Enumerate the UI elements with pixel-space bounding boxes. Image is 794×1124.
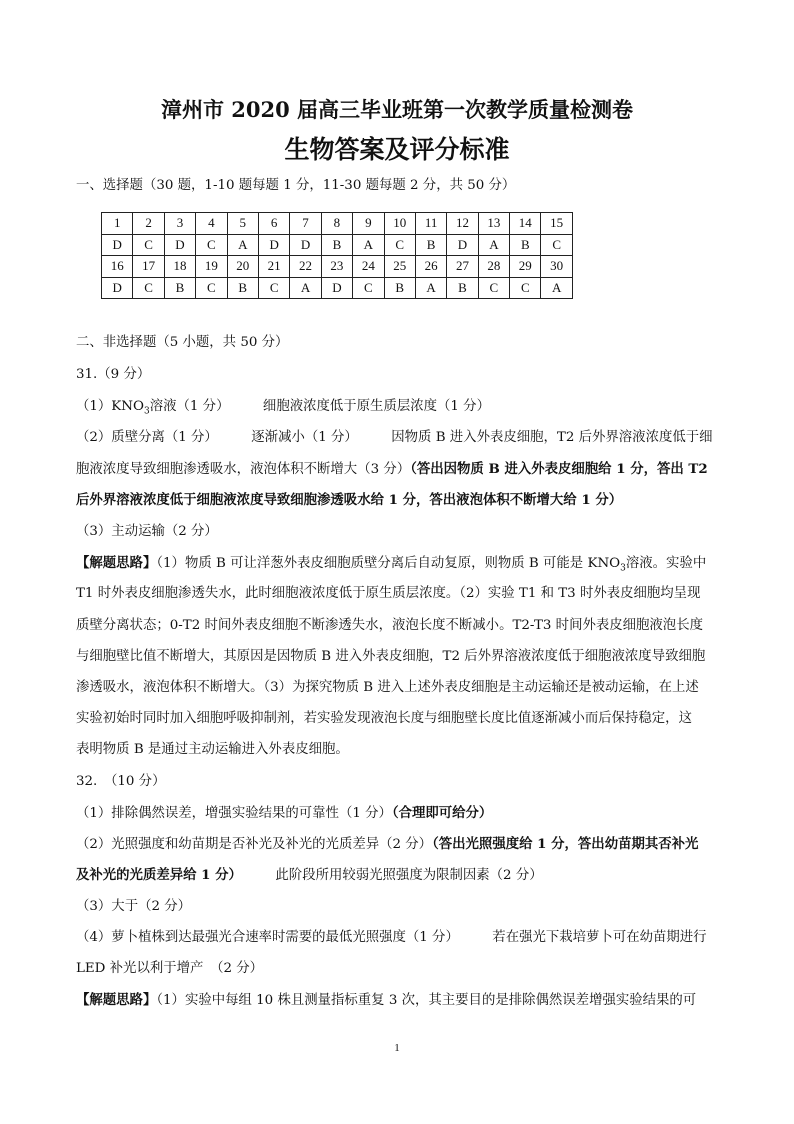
table-cell: 11 <box>415 213 446 235</box>
q31-think-sub: 3 <box>620 563 626 574</box>
q32-a2-text: （2）光照强度和幼苗期是否补光及补光的光质差异（2 分） <box>76 837 433 852</box>
table-cell: 23 <box>321 256 352 278</box>
table-cell: C <box>196 277 227 299</box>
table-cell: 21 <box>258 256 289 278</box>
table-cell: D <box>102 234 133 256</box>
table-cell: A <box>478 234 509 256</box>
table-cell: 12 <box>447 213 478 235</box>
table-cell: C <box>133 234 164 256</box>
table-cell: C <box>478 277 509 299</box>
table-cell: 17 <box>133 256 164 278</box>
q31-a2-text: 胞液浓度导致细胞渗透吸水，液泡体积不断增大（3 分） <box>76 462 411 477</box>
table-cell: 8 <box>321 213 352 235</box>
q32-think-line-1 <box>76 990 726 1011</box>
q32-heading: 32. （10 分） <box>76 774 166 789</box>
q31-answer-2-line-3: 后外界溶液浓度低于细胞液浓度导致细胞渗透吸水给 1 分，答出液泡体积不断增大给 1 分） <box>76 492 623 508</box>
q31-answer-3: （3）主动运输（2 分） <box>76 524 218 539</box>
table-cell: B <box>415 234 446 256</box>
table-cell: A <box>541 277 572 299</box>
q32-a2-criteria-cont: 及补光的光质差异给 1 分） <box>76 867 236 883</box>
table-cell: 9 <box>353 213 384 235</box>
table-cell: B <box>227 277 258 299</box>
q31-answer-1 <box>76 397 726 417</box>
table-cell: 5 <box>227 213 258 235</box>
table-cell: 22 <box>290 256 321 278</box>
table-row <box>102 256 573 278</box>
table-cell: A <box>290 277 321 299</box>
q31-think-text-post: 溶液。实验中 <box>625 556 707 571</box>
table-row <box>102 277 573 299</box>
q31-think-line-3: 质壁分离状态；0-T2 时间外表皮细胞不断渗透失水，液泡长度不断减小。T2-T3 时间外表皮细胞液泡长度 <box>76 618 703 633</box>
q32-think-label: 【解题思路】 <box>76 992 157 1008</box>
table-cell: 4 <box>196 213 227 235</box>
q32-a2-criteria: （答出光照强度给 1 分，答出幼苗期其否补光 <box>432 836 699 852</box>
table-cell: C <box>353 277 384 299</box>
q31-answer-2-line-2 <box>76 459 726 480</box>
table-cell: C <box>258 277 289 299</box>
table-cell: 6 <box>258 213 289 235</box>
q32-answer-4-line-2: LED 补光以利于增产 （2 分） <box>76 961 264 976</box>
page-subtitle: 生物答案及评分标准 <box>284 135 510 164</box>
table-cell: A <box>227 234 258 256</box>
table-cell: C <box>541 234 572 256</box>
section-choice-heading: 一、选择题（30 题，1-10 题每题 1 分，11-30 题每题 2 分，共 50 分） <box>76 178 516 193</box>
table-cell: 29 <box>510 256 541 278</box>
q31-a2-criteria: （答出因物质 B 进入外表皮细胞给 1 分，答出 T2 <box>410 461 708 477</box>
table-cell: D <box>258 234 289 256</box>
table-cell: C <box>133 277 164 299</box>
table-cell: 30 <box>541 256 572 278</box>
table-cell: 14 <box>510 213 541 235</box>
q31-think-line-2: T1 时外表皮细胞渗透失水，此时细胞液浓度低于原生质层浓度。（2）实验 T1 和 T3 时外表皮细胞均呈现 <box>76 586 701 601</box>
q32-a1-text: （1）排除偶然误差，增强实验结果的可靠性（1 分） <box>76 806 392 821</box>
q32-a2-second: 此阶段所用较弱光照强度为限制因素（2 分） <box>235 868 543 883</box>
q31-think-text-pre: （1）物质 B 可让洋葱外表皮细胞质壁分离后自动复原，则物质 B 可能是 KNO <box>156 556 621 571</box>
table-cell: B <box>164 277 195 299</box>
q32-answer-2-line-2 <box>76 865 726 886</box>
table-cell: B <box>447 277 478 299</box>
q31-a1-pre: （1）KNO <box>76 399 144 414</box>
q32-think-text: （1）实验中每组 10 株且测量指标重复 3 次，其主要目的是排除偶然误差增强实验结果的可 <box>156 993 697 1008</box>
table-cell: 1 <box>102 213 133 235</box>
q32-answer-1 <box>76 803 726 824</box>
page-title: 漳州市 2020 届高三毕业班第一次教学质量检测卷 <box>160 97 634 122</box>
table-row <box>102 213 573 235</box>
table-cell: 24 <box>353 256 384 278</box>
q31-think-line-6: 实验初始时同时加入细胞呼吸抑制剂，若实验发现液泡长度与细胞壁长度比值逐渐减小而后保持稳定，这 <box>76 711 692 726</box>
table-cell: 26 <box>415 256 446 278</box>
table-cell: B <box>510 234 541 256</box>
table-cell: 28 <box>478 256 509 278</box>
table-cell: 20 <box>227 256 258 278</box>
table-cell: 7 <box>290 213 321 235</box>
q31-think-line-4: 与细胞壁比值不断增大，其原因是因物质 B 进入外表皮细胞，T2 后外界溶液浓度低于细胞液浓度导致细胞 <box>76 649 706 664</box>
table-cell: C <box>384 234 415 256</box>
table-cell: A <box>415 277 446 299</box>
table-cell: D <box>164 234 195 256</box>
table-cell: D <box>290 234 321 256</box>
q31-think-line-7: 表明物质 B 是通过主动运输进入外表皮细胞。 <box>76 742 349 757</box>
q31-a1-sub: 3 <box>144 406 150 417</box>
table-cell: C <box>196 234 227 256</box>
table-cell: D <box>447 234 478 256</box>
table-row <box>102 234 573 256</box>
table-cell: 10 <box>384 213 415 235</box>
q31-answer-2-line-1: （2）质壁分离（1 分） 逐渐减小（1 分） 因物质 B 进入外表皮细胞，T2 后外界溶液浓度低于细 <box>76 430 713 445</box>
table-cell: D <box>102 277 133 299</box>
q31-think-label: 【解题思路】 <box>76 555 157 571</box>
table-cell: C <box>510 277 541 299</box>
table-cell: 27 <box>447 256 478 278</box>
page-number: 1 <box>394 1042 400 1054</box>
q32-a1-criteria: （合理即可给分） <box>391 805 493 821</box>
table-cell: 2 <box>133 213 164 235</box>
q31-heading: 31.（9 分） <box>76 367 151 382</box>
section-nonchoice-heading: 二、非选择题（5 小题，共 50 分） <box>76 335 289 350</box>
q31-a1-post: 溶液（1 分） 细胞液浓度低于原生质层浓度（1 分） <box>149 399 490 414</box>
table-cell: B <box>321 234 352 256</box>
answer-table <box>101 212 573 299</box>
table-cell: 18 <box>164 256 195 278</box>
table-cell: A <box>353 234 384 256</box>
table-cell: 3 <box>164 213 195 235</box>
table-cell: 25 <box>384 256 415 278</box>
table-cell: B <box>384 277 415 299</box>
q32-answer-4-line-1: （4）萝卜植株到达最强光合速率时需要的最低光照强度（1 分） 若在强光下栽培萝卜可在幼苗期进行 <box>76 930 707 945</box>
q31-think-line-1 <box>76 553 726 574</box>
table-cell: 15 <box>541 213 572 235</box>
q32-answer-2-line-1 <box>76 834 726 855</box>
table-cell: D <box>321 277 352 299</box>
q32-answer-3: （3）大于（2 分） <box>76 899 192 914</box>
table-cell: 13 <box>478 213 509 235</box>
table-cell: 16 <box>102 256 133 278</box>
table-cell: 19 <box>196 256 227 278</box>
q31-think-line-5: 渗透吸水，液泡体积不断增大。（3）为探究物质 B 进入上述外表皮细胞是主动运输还是被动运输，在上述 <box>76 680 699 695</box>
